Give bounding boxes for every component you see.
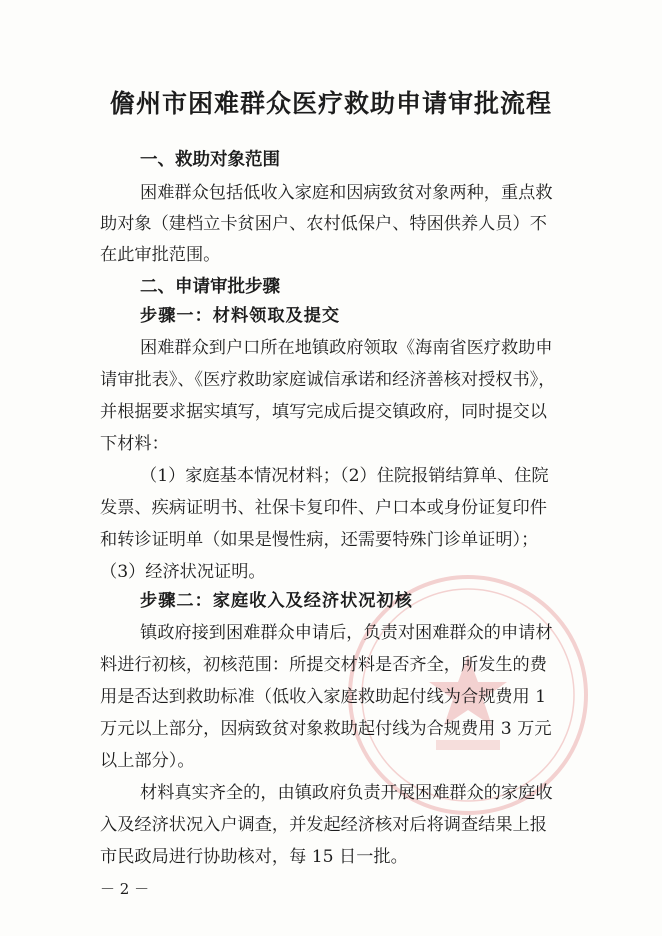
- paragraph-line: 在此审批范围。: [100, 245, 221, 265]
- document-title: 儋州市困难群众医疗救助申请审批流程: [109, 89, 552, 118]
- step-heading-2: 步骤二：家庭收入及经济状况初核: [140, 591, 413, 611]
- paragraph-line: 料进行初核，初核范围：所提交材料是否齐全，所发生的费: [100, 655, 547, 675]
- step-heading-1: 步骤一：材料领取及提交: [140, 306, 341, 326]
- paragraph-line: （1）家庭基本情况材料；（2）住院报销结算单、住院: [140, 466, 549, 486]
- page-number: － 2 －: [100, 880, 150, 898]
- section-heading-scope: 一、救助对象范围: [140, 150, 280, 170]
- paragraph-line: 困难群众包括低收入家庭和因病致贫对象两种，重点救: [140, 183, 553, 203]
- paragraph-line: 镇政府接到困难群众申请后，负责对困难群众的申请材: [140, 623, 553, 643]
- paragraph-line: 以上部分）。: [100, 751, 195, 771]
- paragraph-line: 用是否达到救助标准（低收入家庭救助起付线为合规费用 1: [100, 687, 547, 707]
- paragraph-line: 市民政局进行协助核对，每 15 日一批。: [100, 847, 408, 867]
- paragraph-line: 并根据要求据实填写，填写完成后提交镇政府，同时提交以: [100, 402, 547, 422]
- paragraph-line: 万元以上部分，因病致贫对象救助起付线为合规费用 3 万元: [100, 719, 552, 739]
- paragraph-line: 困难群众到户口所在地镇政府领取《海南省医疗救助申: [140, 338, 553, 358]
- paragraph-line: 入及经济状况入户调查，并发起经济核对后将调查结果上报: [100, 815, 547, 835]
- paragraph-line: （3）经济状况证明。: [100, 562, 266, 582]
- section-heading-steps: 二、申请审批步骤: [140, 277, 280, 297]
- paragraph-line: 发票、疾病证明书、社保卡复印件、户口本或身份证复印件: [100, 498, 547, 518]
- paragraph-line: 和转诊证明单（如果是慢性病，还需要特殊门诊单证明）；: [100, 530, 539, 550]
- paragraph-line: 材料真实齐全的，由镇政府负责开展困难群众的家庭收: [140, 783, 553, 803]
- paragraph-line: 请审批表》、《医疗救助家庭诚信承诺和经济善核对授权书》，: [100, 370, 556, 390]
- paragraph-line: 助对象（建档立卡贫困户、农村低保户、特困供养人员）不: [100, 214, 547, 234]
- paragraph-line: 下材料：: [100, 434, 169, 454]
